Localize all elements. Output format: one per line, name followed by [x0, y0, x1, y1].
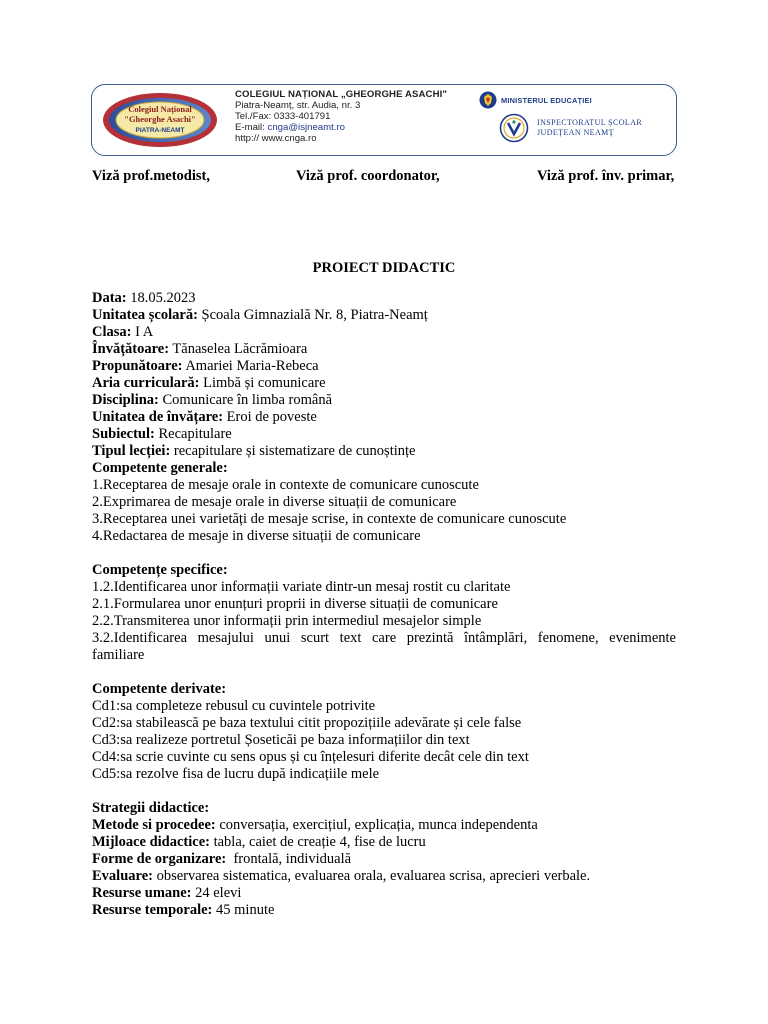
- derived-competence-item: Cd1:sa completeze rebusul cu cuvintele potrivite: [92, 698, 376, 714]
- strategy-methods: [92, 817, 676, 834]
- field-label: Aria curriculară:: [92, 375, 200, 391]
- strategy-value: tabla, caiet de creație 4, fise de lucru: [209, 834, 426, 850]
- lesson-plan-body: [92, 290, 676, 919]
- strategy-value: frontală, individuală: [226, 851, 352, 867]
- strategy-value: 24 elevi: [191, 885, 242, 901]
- derived-competence-item: Cd3:sa realizeze portretul Șoseticăi pe baza informațiilor din text: [92, 732, 470, 748]
- school-name: COLEGIUL NAȚIONAL „GHEORGHE ASACHI": [235, 89, 448, 100]
- field-label: Clasa:: [92, 324, 132, 340]
- field-value: recapitulare și sistematizare de cunoștințe: [170, 443, 416, 459]
- isj-label: [537, 118, 642, 138]
- field-value: Eroi de poveste: [223, 409, 317, 425]
- strategy-label: Evaluare:: [92, 868, 153, 884]
- document-title: PROIECT DIDACTIC: [312, 260, 456, 276]
- field-learning-unit: [92, 409, 676, 426]
- school-contact-block: [235, 89, 447, 144]
- field-label: Învățătoare:: [92, 341, 170, 357]
- field-discipline: [92, 392, 676, 409]
- field-value: Limbă și comunicare: [199, 375, 326, 391]
- strategy-label: Forme de organizare:: [92, 851, 227, 867]
- strategy-means: [92, 834, 676, 851]
- school-logo: [100, 90, 220, 150]
- spacer: [92, 783, 676, 800]
- general-competence-item: 4.Redactarea de mesaje in diverse situații de comunicare: [92, 528, 421, 544]
- school-email-line: [235, 122, 447, 133]
- field-date: [92, 290, 676, 307]
- strategy-value: observarea sistematica, evaluarea orala, evaluarea scrisa, aprecieri verbale.: [152, 868, 591, 884]
- isj-label-line-1: INSPECTORATUL ȘCOLAR: [537, 118, 643, 127]
- strategies-heading: Strategii didactice:: [92, 800, 210, 816]
- school-website[interactable]: http:// www.cnga.ro: [235, 133, 317, 144]
- strategy-human-resources: [92, 885, 676, 902]
- field-subject: [92, 426, 676, 443]
- field-label: Disciplina:: [92, 392, 159, 408]
- isj-logo-icon: [497, 113, 531, 143]
- logo-line-2: "Gheorghe Asachi": [124, 114, 196, 124]
- general-competences-heading: Competente generale:: [92, 460, 228, 476]
- strategy-organization: [92, 851, 676, 868]
- school-address: Piatra-Neamț, str. Audia, nr. 3: [235, 100, 361, 111]
- ministry-crest-icon: [479, 91, 497, 109]
- derived-competence-item: Cd5:sa rezolve fisa de lucru după indicațiile mele: [92, 766, 380, 782]
- approval-primar: Viză prof. înv. primar,: [537, 168, 675, 184]
- logo-line-3: PIATRA-NEAMȚ: [135, 127, 185, 134]
- strategy-value: conversația, exercițiul, explicația, munca independenta: [215, 817, 538, 833]
- school-email[interactable]: cnga@isjneamt.ro: [267, 122, 345, 133]
- strategy-label: Mijloace didactice:: [92, 834, 210, 850]
- ministry-block: [479, 91, 592, 109]
- field-proposer: [92, 358, 676, 375]
- specific-competence-item-line-2: familiare: [92, 647, 145, 663]
- specific-competences-heading: Competențe specifice:: [92, 562, 228, 578]
- authority-logos: [477, 91, 672, 151]
- derived-competence-item: Cd2:sa stabilească pe baza textului citit propozițiile adevărate și cele false: [92, 715, 522, 731]
- field-label: Tipul lecției:: [92, 443, 171, 459]
- field-curricular-area: [92, 375, 676, 392]
- strategy-evaluation: [92, 868, 676, 885]
- logo-line-1: Colegiul Național: [128, 104, 192, 114]
- strategy-label: Metode si procedee:: [92, 817, 216, 833]
- field-school-unit: [92, 307, 676, 324]
- field-value: 18.05.2023: [126, 290, 196, 306]
- field-value: Recapitulare: [154, 426, 232, 442]
- derived-competence-item: Cd4:sa scrie cuvinte cu sens opus și cu înțelesuri diferite decât cele din text: [92, 749, 529, 765]
- strategy-value: 45 minute: [212, 902, 275, 918]
- field-class: [92, 324, 676, 341]
- approval-metodist: Viză prof.metodist,: [92, 168, 210, 184]
- general-competence-item: 3.Receptarea unei varietăți de mesaje scrise, in contexte de comunicare cunoscute: [92, 511, 567, 527]
- strategy-time-resources: [92, 902, 676, 919]
- specific-competence-item: 1.2.Identificarea unor informații variate dintr-un mesaj rostit cu claritate: [92, 579, 511, 595]
- field-label: Data:: [92, 290, 127, 306]
- field-lesson-type: [92, 443, 676, 460]
- letterhead: [91, 84, 677, 156]
- field-value: Școala Gimnazială Nr. 8, Piatra-Neamț: [197, 307, 428, 323]
- field-value: Comunicare în limba română: [158, 392, 333, 408]
- email-label: E-mail:: [235, 122, 268, 133]
- field-label: Subiectul:: [92, 426, 155, 442]
- strategy-label: Resurse temporale:: [92, 902, 213, 918]
- ministry-label: MINISTERUL EDUCAȚIEI: [501, 95, 592, 105]
- school-phone: Tel./Fax: 0333-401791: [235, 111, 331, 122]
- derived-competences-heading: Competente derivate:: [92, 681, 227, 697]
- field-label: Unitatea de învățare:: [92, 409, 224, 425]
- isj-block: [497, 113, 642, 143]
- specific-competence-item-line-1: 3.2.Identificarea mesajului unui scurt text care prezintă întâmplări, fenomene, evenimente: [92, 630, 676, 646]
- specific-competence-item: 2.1.Formularea unor enunțuri proprii in diverse situații de comunicare: [92, 596, 498, 612]
- field-teacher: [92, 341, 676, 358]
- field-value: I A: [131, 324, 154, 340]
- isj-label-line-2: JUDEȚEAN NEAMȚ: [537, 128, 614, 137]
- spacer: [92, 545, 676, 562]
- spacer: [92, 664, 676, 681]
- general-competence-item: 1.Receptarea de mesaje orale in contexte de comunicare cunoscute: [92, 477, 479, 493]
- field-value: Amariei Maria-Rebeca: [182, 358, 319, 374]
- general-competence-item: 2.Exprimarea de mesaje orale in diverse situații de comunicare: [92, 494, 457, 510]
- field-value: Tănaselea Lăcrămioara: [169, 341, 308, 357]
- specific-competence-item: 2.2.Transmiterea unor informații prin intermediul mesajelor simple: [92, 613, 482, 629]
- field-label: Propunătoare:: [92, 358, 183, 374]
- field-label: Unitatea școlară:: [92, 307, 198, 323]
- approval-coordonator: Viză prof. coordonator,: [296, 168, 440, 184]
- strategy-label: Resurse umane:: [92, 885, 192, 901]
